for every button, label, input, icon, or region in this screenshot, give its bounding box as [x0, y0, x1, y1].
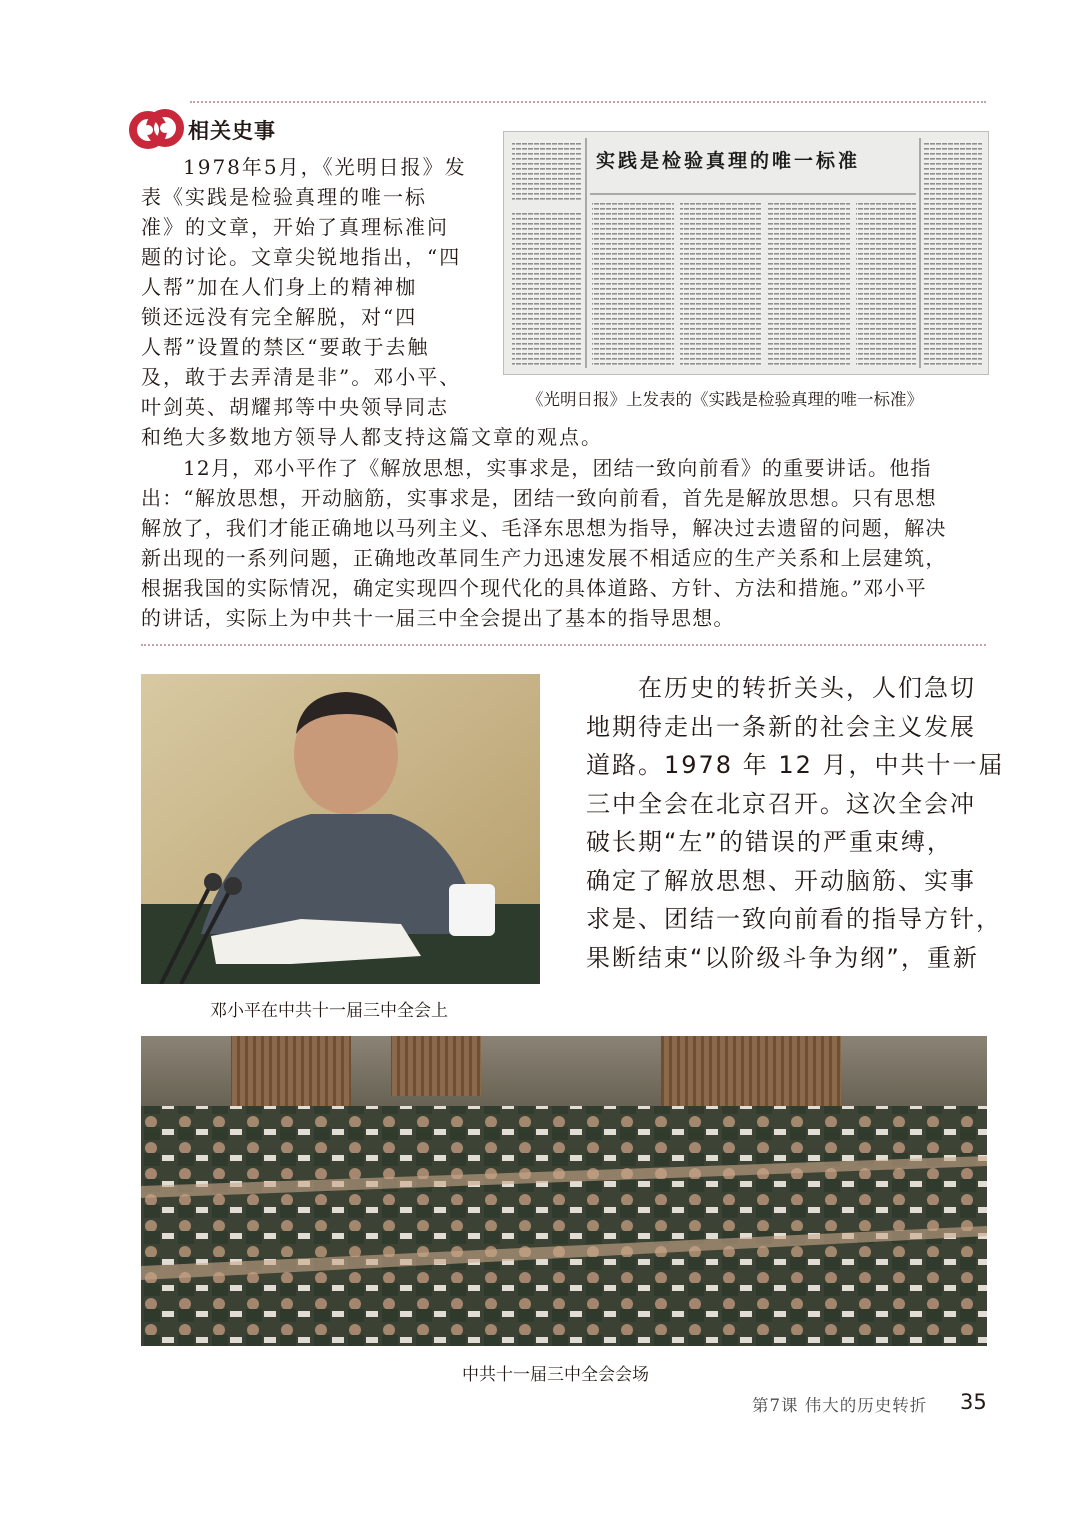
top-divider: [190, 101, 986, 103]
text-line: 的讲话，实际上为中共十一届三中全会提出了基本的指导思想。: [141, 606, 735, 630]
text-line: 及，敢于去弄清是非”。邓小平、: [141, 365, 462, 389]
text-line: 出：“解放思想，开动脑筋，实事求是，团结一致向前看，首先是解放思想。只有思想: [141, 486, 937, 510]
text-line: 1978年5月，《光明日报》发: [183, 155, 467, 179]
speaker-photo-caption: 邓小平在中共十一届三中全会上: [210, 1001, 448, 1021]
page-number: 35: [960, 1390, 987, 1414]
newspaper-headline: 实践是检验真理的唯一标准: [596, 150, 861, 172]
text-line: 道路。1978 年 12 月，中共十一届: [586, 751, 1005, 779]
text-line: 人帮”设置的禁区“要敢于去触: [141, 335, 430, 359]
section-logo-icon: [128, 106, 184, 152]
text-line: 确定了解放思想、开动脑筋、实事: [586, 866, 976, 895]
text-line: 解放了，我们才能正确地以马列主义、毛泽东思想为指导，解决过去遗留的问题，解决: [141, 516, 947, 540]
main-paragraph: [586, 669, 1005, 977]
conference-hall-caption: 中共十一届三中全会会场: [462, 1365, 649, 1385]
conference-hall-photo: [141, 1036, 987, 1346]
text-line: 和绝大多数地方领导人都支持这篇文章的观点。: [141, 425, 603, 449]
speaker-photo: [141, 674, 540, 984]
text-line: 地期待走出一条新的社会主义发展: [586, 712, 976, 741]
text-line: 题的讨论。文章尖锐地指出，“四: [141, 245, 462, 269]
text-line: 求是、团结一致向前看的指导方针，: [586, 905, 1002, 933]
text-line: 12月，邓小平作了《解放思想，实事求是，团结一致向前看》的重要讲话。他指: [183, 456, 932, 480]
section-title: 相关史事: [188, 119, 276, 143]
text-line: 在历史的转折关头，人们急切: [638, 674, 976, 702]
text-line: 叶剑英、胡耀邦等中央领导同志: [141, 395, 449, 419]
text-line: 果断结束“以阶级斗争为纲”，重新: [586, 943, 979, 972]
text-line: 人帮”加在人们身上的精神枷: [141, 275, 418, 299]
text-line: 新出现的一系列问题，正确地改革同生产力迅速发展不相适应的生产关系和上层建筑，: [141, 546, 947, 570]
text-line: 锁还远没有完全解脱，对“四: [141, 305, 418, 329]
newspaper-image: [503, 131, 989, 375]
text-line: 表《实践是检验真理的唯一标: [141, 185, 427, 209]
newspaper-caption: 《光明日报》上发表的《实践是检验真理的唯一标准》: [527, 390, 923, 409]
text-line: 三中全会在北京召开。这次全会冲: [586, 789, 976, 818]
text-line: 准》的文章，开始了真理标准问: [141, 215, 449, 239]
footer-lesson-title: 第7课 伟大的历史转折: [752, 1396, 928, 1415]
sidebar-paragraph-1: [141, 152, 603, 452]
sidebar-bottom-divider: [141, 644, 986, 646]
text-line: 根据我国的实际情况，确定实现四个现代化的具体道路、方针、方法和措施。”邓小平: [141, 576, 927, 600]
sidebar-paragraph-2: [141, 453, 991, 633]
text-line: 破长期“左”的错误的严重束缚，: [586, 828, 953, 856]
